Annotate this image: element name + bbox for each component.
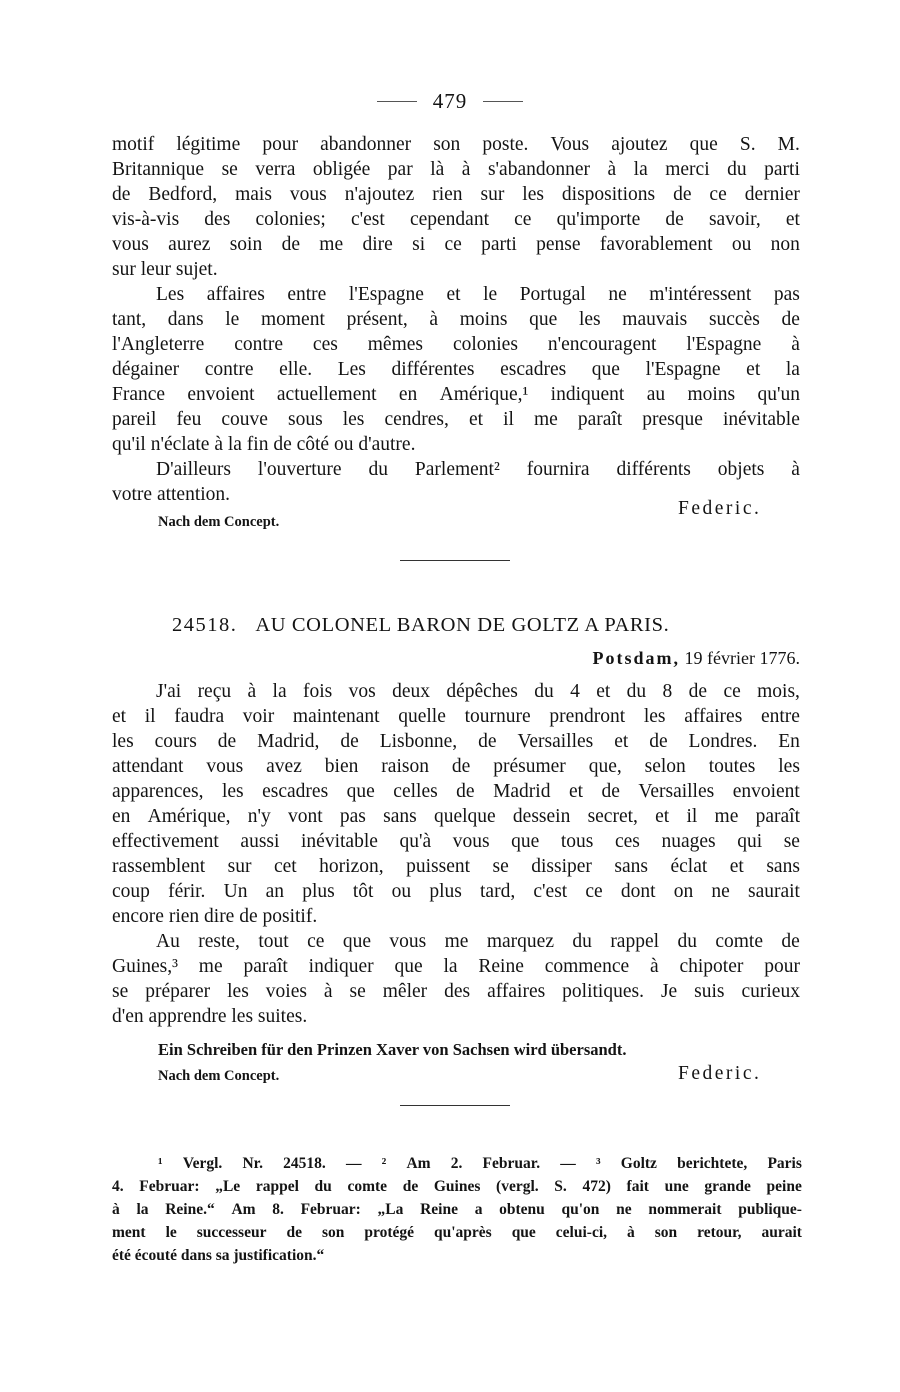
letter-1-source-note: Nach dem Concept. [158,514,280,530]
footnote-line: été écouté dans sa justification.“ [112,1247,325,1264]
letter-2-line: en Amérique, n'y vont pas sans quelque dessein secret, et il me paraît [112,806,800,827]
letter-1-line: qu'il n'éclate à la fin de côté ou d'autre. [112,434,416,455]
page-header [0,86,900,116]
header-dash-left [377,101,417,102]
letter-1-line: l'Angleterre contre ces mêmes colonies n'encouragent l'Espagne à [112,334,800,355]
letter-2-date: 19 février 1776. [684,648,800,668]
footnote-line: ¹ Vergl. Nr. 24518. — ² Am 2. Februar. — ³ Goltz berichtete, Paris [158,1155,802,1172]
letter-1-body [112,132,800,507]
letter-2-line: apparences, les escadres que celles de Madrid et de Versailles envoient [112,781,800,802]
letter-1-line: Les affaires entre l'Espagne et le Portugal ne m'intéressent pas [156,284,800,305]
footnote-line: à la Reine.“ Am 8. Februar: „La Reine a obtenu qu'on ne nommerait publique- [112,1201,802,1218]
letter-2-number: 24518. [172,614,238,636]
letter-1-line: tant, dans le moment présent, à moins que les mauvais succès de [112,309,800,330]
header-dash-right [483,101,523,102]
letter-2-body [112,679,800,1029]
footnotes [112,1152,802,1267]
letter-2-line: Au reste, tout ce que vous me marquez du rappel du comte de [156,931,800,952]
letter-1-line: de Bedford, mais vous n'ajoutez rien sur les dispositions de ce dernier [112,184,800,205]
footnote-line: 4. Februar: „Le rappel du comte de Guines (vergl. S. 472) fait une grande peine [112,1178,802,1195]
letter-2-signature: Federic. [678,1063,762,1084]
letter-2-source-note: Nach dem Concept. [158,1068,280,1084]
letter-1-line: France envoient actuellement en Amérique,¹ indiquent au moins qu'un [112,384,800,405]
letter-1-line: Britannique se verra obligée par là à s'abandonner à la merci du parti [112,159,800,180]
footnote-divider [400,1105,510,1106]
letter-2-place: Potsdam, [592,648,681,668]
letter-2-title: AU COLONEL BARON DE GOLTZ A PARIS. [255,614,670,636]
letter-2-line: se préparer les voies à se mêler des affaires politiques. Je suis curieux [112,981,800,1002]
letter-2-heading [172,614,772,637]
letter-1-line: sur leur sujet. [112,259,218,280]
letter-2-line: d'en apprendre les suites. [112,1006,308,1027]
letter-1-line: dégainer contre elle. Les différentes escadres que l'Espagne et la [112,359,800,380]
letter-2-line: rassemblent sur cet horizon, puissent se dissiper sans éclat et sans [112,856,800,877]
letter-1-signature: Federic. [678,498,762,519]
letter-1-line: vis-à-vis des colonies; c'est cependant ce qu'importe de savoir, et [112,209,800,230]
letter-1-line: vous aurez soin de me dire si ce parti pense favorablement ou non [112,234,800,255]
letter-2-line: et il faudra voir maintenant quelle tournure prendront les affaires entre [112,706,800,727]
letter-2-line: Guines,³ me paraît indiquer que la Reine commence à chipoter pour [112,956,800,977]
letter-2-line: J'ai reçu à la fois vos deux dépêches du 4 et du 8 de ce mois, [156,681,800,702]
letter-1-line: motif légitime pour abandonner son poste. Vous ajoutez que S. M. [112,134,800,155]
letter-2-line: encore rien dire de positif. [112,906,318,927]
page-number: 479 [432,88,468,113]
letter-1-line: pareil feu couve sous les cendres, et il me paraît presque inévitable [112,409,800,430]
letter-2-line: effectivement aussi inévitable qu'à vous que tous ces nuages qui se [112,831,800,852]
letter-2-line: coup férir. Un an plus tôt ou plus tard, c'est ce dont on ne saurait [112,881,800,902]
footnote-line: ment le successeur de son protégé qu'après que celui-ci, à son retour, aurait [112,1224,802,1241]
section-divider [400,560,510,561]
letter-2-dateline [593,648,800,669]
letter-2-enclosure-note: Ein Schreiben für den Prinzen Xaver von Sachsen wird übersandt. [158,1040,627,1059]
letter-1-line: votre attention. [112,484,231,505]
letter-1-line: D'ailleurs l'ouverture du Parlement² fournira différents objets à [156,459,800,480]
letter-2-line: les cours de Madrid, de Lisbonne, de Versailles et de Londres. En [112,731,800,752]
letter-2-line: attendant vous avez bien raison de présumer que, selon toutes les [112,756,800,777]
